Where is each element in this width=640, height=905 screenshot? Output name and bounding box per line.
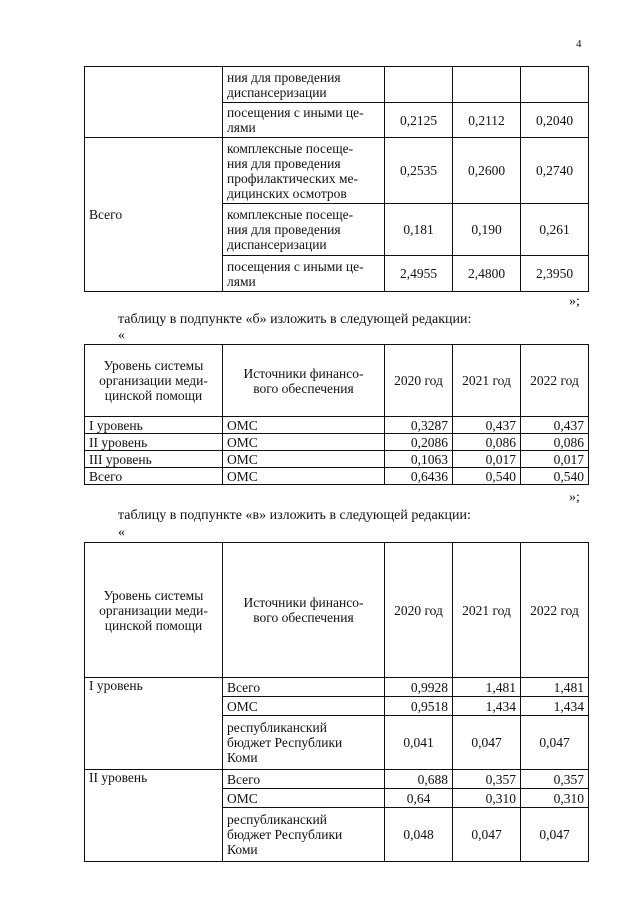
value-2022 bbox=[521, 67, 589, 103]
table-row bbox=[85, 770, 589, 789]
paragraph-b: таблицу в подпункте «б» изложить в следующей редакции: bbox=[118, 312, 472, 327]
header-line: цинской помощи bbox=[104, 388, 203, 403]
source-cell: ОМС bbox=[223, 434, 385, 451]
header-line: вого обеспечения bbox=[253, 610, 354, 625]
value-2021: 0,437 bbox=[453, 417, 521, 434]
table-a-label bbox=[223, 138, 385, 204]
source-cell bbox=[223, 808, 385, 862]
value-2022: 0,047 bbox=[521, 808, 589, 862]
closing-quote-a: »; bbox=[569, 294, 580, 309]
value-2021: 0,310 bbox=[453, 789, 521, 808]
label-line: лями bbox=[227, 273, 256, 289]
value-2020: 0,9928 bbox=[385, 678, 453, 697]
table-row bbox=[85, 451, 589, 468]
source-cell: ОМС bbox=[223, 468, 385, 485]
table-row bbox=[85, 468, 589, 485]
header-line: Уровень системы bbox=[103, 358, 204, 373]
value-2022: 0,437 bbox=[521, 417, 589, 434]
label-line: профилактических ме- bbox=[227, 170, 358, 186]
value-2020 bbox=[385, 67, 453, 103]
label-line: диспансеризации bbox=[227, 237, 327, 252]
value-2022: 0,086 bbox=[521, 434, 589, 451]
source-cell bbox=[223, 716, 385, 770]
value-2022: 1,434 bbox=[521, 697, 589, 716]
value-2021: 0,190 bbox=[453, 204, 521, 256]
header-line: Источники финансо- bbox=[243, 365, 364, 381]
value-2021: 0,047 bbox=[453, 716, 521, 770]
source-line: республиканский bbox=[227, 812, 327, 827]
value-2021 bbox=[453, 67, 521, 103]
table-a-label bbox=[223, 67, 385, 103]
value-2021: 0,2600 bbox=[453, 138, 521, 204]
value-2022: 0,2740 bbox=[521, 138, 589, 204]
header-2020: 2020 год bbox=[385, 345, 453, 417]
table-c bbox=[84, 542, 589, 862]
value-2022: 0,310 bbox=[521, 789, 589, 808]
header-2021: 2021 год bbox=[453, 543, 521, 678]
header-line: вого обеспечения bbox=[253, 380, 354, 396]
paragraph-c: таблицу в подпункте «в» изложить в следующей редакции: bbox=[118, 508, 471, 523]
value-2021: 1,434 bbox=[453, 697, 521, 716]
table-a-group-label: Всего bbox=[85, 138, 223, 292]
level-cell: II уровень bbox=[85, 770, 223, 862]
label-line: комплексные посеще- bbox=[227, 207, 354, 222]
header-2021: 2021 год bbox=[453, 345, 521, 417]
source-cell: ОМС bbox=[223, 789, 385, 808]
header-2022: 2022 год bbox=[521, 345, 589, 417]
label-line: дицинских осмотров bbox=[227, 185, 347, 201]
table-row bbox=[85, 417, 589, 434]
value-2020: 0,048 bbox=[385, 808, 453, 862]
table-row bbox=[85, 434, 589, 451]
value-2020: 0,041 bbox=[385, 716, 453, 770]
level-cell: I уровень bbox=[85, 417, 223, 434]
value-2021: 0,086 bbox=[453, 434, 521, 451]
level-cell: II уровень bbox=[85, 434, 223, 451]
header-level bbox=[85, 543, 223, 678]
value-2020: 0,688 bbox=[385, 770, 453, 789]
source-cell: ОМС bbox=[223, 451, 385, 468]
value-2022: 0,047 bbox=[521, 716, 589, 770]
value-2020: 0,2086 bbox=[385, 434, 453, 451]
value-2020: 0,2125 bbox=[385, 103, 453, 138]
source-cell: Всего bbox=[223, 678, 385, 697]
source-cell: Всего bbox=[223, 770, 385, 789]
source-line: бюджет Республики bbox=[227, 735, 343, 750]
label-line: ния для проведения bbox=[227, 155, 341, 171]
table-a-label bbox=[223, 256, 385, 292]
label-line: диспансеризации bbox=[227, 84, 327, 100]
header-source bbox=[223, 345, 385, 417]
header-line: организации меди- bbox=[99, 602, 208, 618]
label-line: лями bbox=[227, 120, 256, 135]
source-line: Коми bbox=[227, 750, 258, 765]
table-b bbox=[84, 344, 589, 485]
value-2021: 2,4800 bbox=[453, 256, 521, 292]
value-2020: 0,181 bbox=[385, 204, 453, 256]
source-cell: ОМС bbox=[223, 697, 385, 716]
source-line: республиканский bbox=[227, 720, 327, 735]
value-2020: 0,64 bbox=[385, 789, 453, 808]
level-cell: I уровень bbox=[85, 678, 223, 770]
open-quote-b: « bbox=[118, 328, 125, 343]
header-2020: 2020 год bbox=[385, 543, 453, 678]
value-2022: 0,017 bbox=[521, 451, 589, 468]
value-2021: 1,481 bbox=[453, 678, 521, 697]
table-a bbox=[84, 66, 589, 292]
value-2020: 2,4955 bbox=[385, 256, 453, 292]
table-a-label bbox=[223, 204, 385, 256]
value-2020: 0,9518 bbox=[385, 697, 453, 716]
value-2021: 0,540 bbox=[453, 468, 521, 485]
table-row bbox=[85, 138, 589, 204]
header-line: Уровень системы bbox=[103, 587, 204, 603]
header-level bbox=[85, 345, 223, 417]
source-cell: ОМС bbox=[223, 417, 385, 434]
label-line: ния для проведения bbox=[227, 222, 341, 237]
value-2022: 0,357 bbox=[521, 770, 589, 789]
level-cell: III уровень bbox=[85, 451, 223, 468]
table-a-label bbox=[223, 103, 385, 138]
value-2021: 0,017 bbox=[453, 451, 521, 468]
header-2022: 2022 год bbox=[521, 543, 589, 678]
value-2022: 0,540 bbox=[521, 468, 589, 485]
header-line: организации меди- bbox=[99, 373, 208, 388]
value-2022: 1,481 bbox=[521, 678, 589, 697]
source-line: Коми bbox=[227, 842, 258, 857]
level-cell: Всего bbox=[85, 468, 223, 485]
table-row bbox=[85, 67, 589, 103]
value-2022: 0,2040 bbox=[521, 103, 589, 138]
header-line: Источники финансо- bbox=[243, 595, 364, 610]
table-row bbox=[85, 678, 589, 697]
value-2021: 0,357 bbox=[453, 770, 521, 789]
value-2020: 0,2535 bbox=[385, 138, 453, 204]
header-source bbox=[223, 543, 385, 678]
table-header-row bbox=[85, 345, 589, 417]
source-line: бюджет Республики bbox=[227, 827, 343, 842]
header-line: цинской помощи bbox=[104, 617, 203, 633]
label-line: ния для проведения bbox=[227, 69, 341, 85]
value-2020: 0,1063 bbox=[385, 451, 453, 468]
label-line: посещения с иными це- bbox=[227, 105, 364, 120]
value-2022: 2,3950 bbox=[521, 256, 589, 292]
table-header-row bbox=[85, 543, 589, 678]
label-line: посещения с иными це- bbox=[227, 258, 364, 274]
closing-quote-b: »; bbox=[569, 490, 580, 505]
value-2021: 0,2112 bbox=[453, 103, 521, 138]
value-2020: 0,6436 bbox=[385, 468, 453, 485]
value-2022: 0,261 bbox=[521, 204, 589, 256]
value-2021: 0,047 bbox=[453, 808, 521, 862]
table-a-blank-cell bbox=[85, 67, 223, 138]
open-quote-c: « bbox=[118, 525, 125, 540]
value-2020: 0,3287 bbox=[385, 417, 453, 434]
page-number: 4 bbox=[576, 38, 582, 50]
label-line: комплексные посеще- bbox=[227, 140, 354, 156]
